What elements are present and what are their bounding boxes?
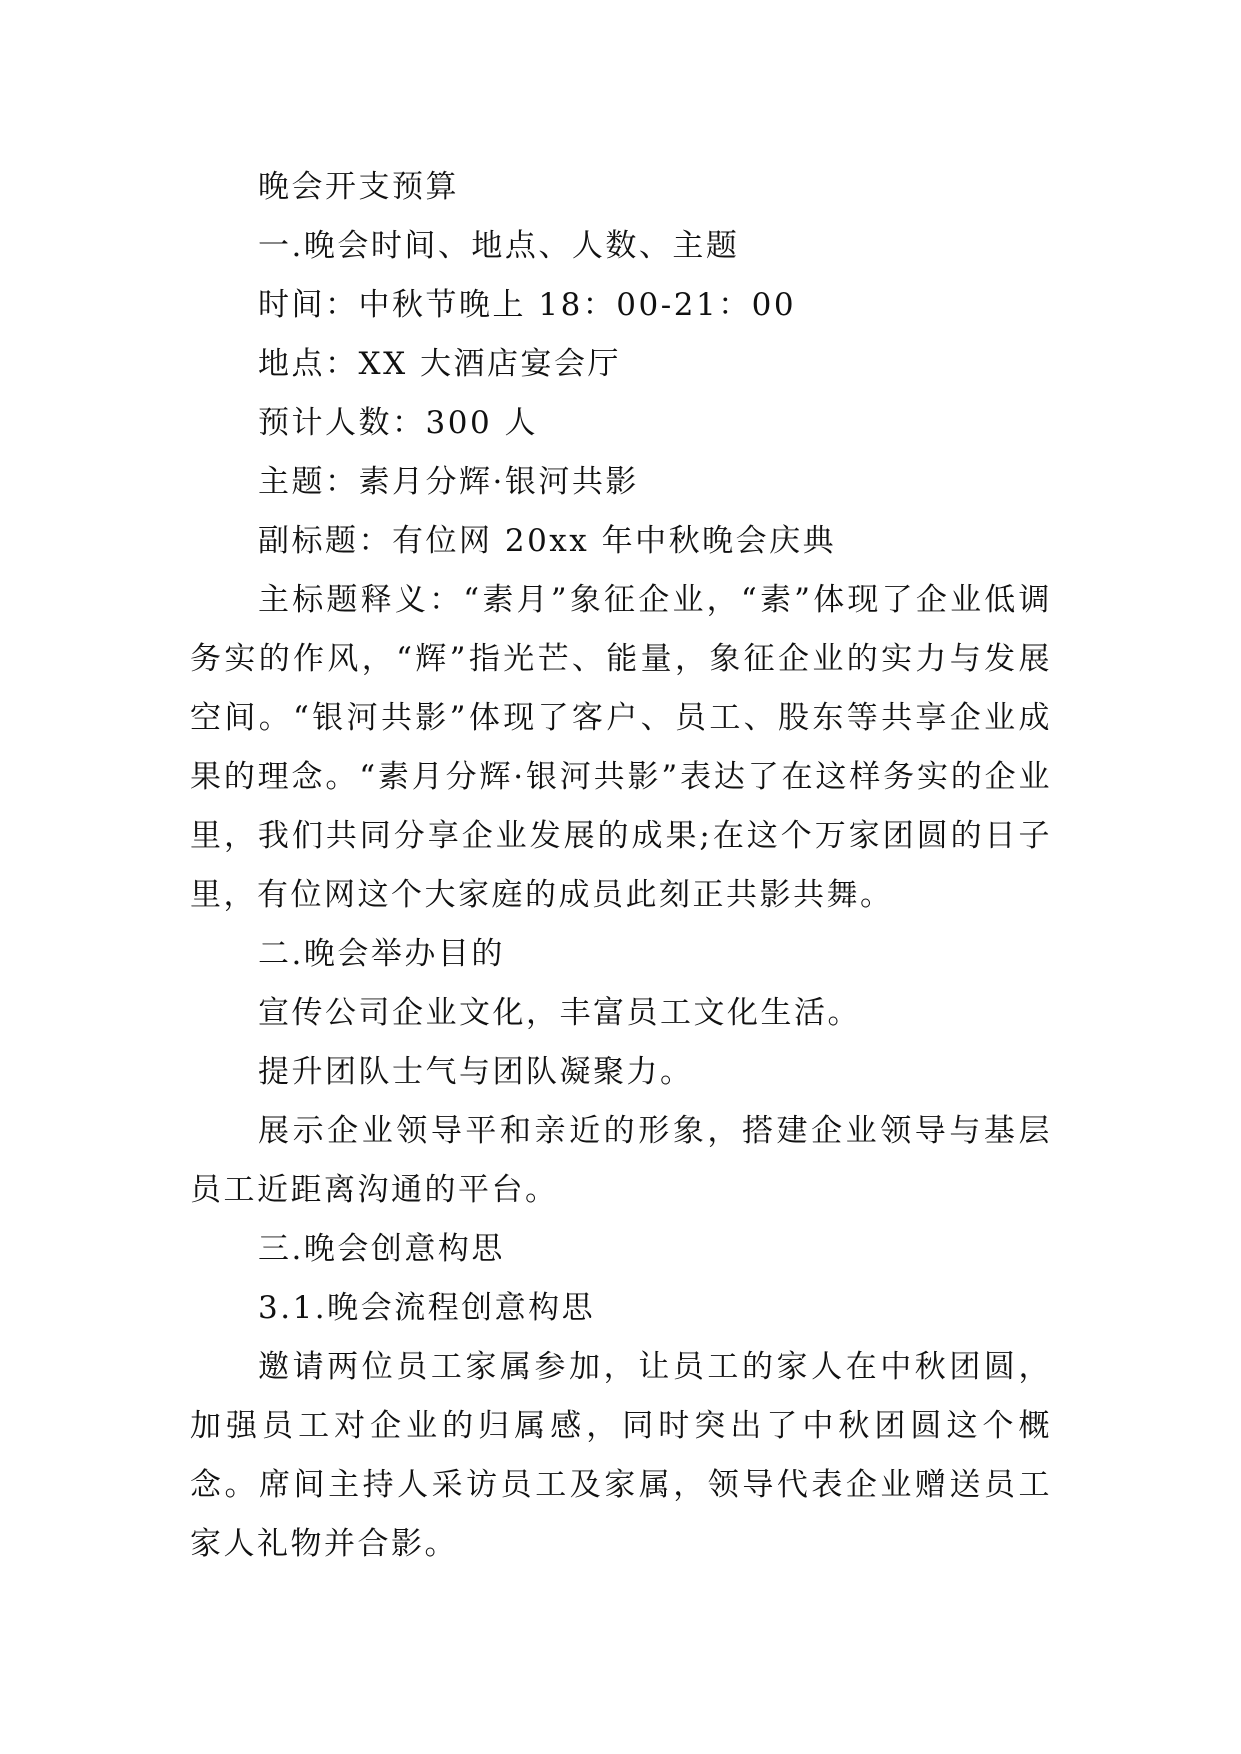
purpose-item-1: 宣传公司企业文化，丰富员工文化生活。 xyxy=(258,995,861,1031)
document-page xyxy=(190,158,1052,1574)
event-subtitle: 副标题：有位网 20xx 年中秋晚会庆典 xyxy=(258,523,837,559)
document-title: 晚会开支预算 xyxy=(258,169,459,205)
section3-subheading: 3.1.晚会流程创意构思 xyxy=(258,1290,596,1326)
purpose-item-2: 提升团队士气与团队凝聚力。 xyxy=(258,1054,694,1090)
section3-heading: 三.晚会创意构思 xyxy=(258,1231,505,1267)
creative-concept-paragraph: 邀请两位员工家属参加，让员工的家人在中秋团圆，加强员工对企业的归属感，同时突出了中秋团圆这个概念。席间主持人采访员工及家属，领导代表企业赠送员工家人礼物并合影。 xyxy=(190,1349,1052,1562)
theme-explanation-paragraph: 主标题释义：“素月”象征企业，“素”体现了企业低调务实的作风，“辉”指光芒、能量，象征企业的实力与发展空间。“银河共影”体现了客户、员工、股东等共享企业成果的理念。“素月分辉·银河共影”表达了在这样务实的企业里，我们共同分享企业发展的成果;在这个万家团圆的日子里，有位网这个大家庭的成员此刻正共影共舞。 xyxy=(190,582,1052,913)
event-attendance: 预计人数：300 人 xyxy=(258,405,539,441)
purpose-item-3: 展示企业领导平和亲近的形象，搭建企业领导与基层员工近距离沟通的平台。 xyxy=(190,1113,1052,1208)
section1-heading: 一.晚会时间、地点、人数、主题 xyxy=(258,228,740,264)
section2-heading: 二.晚会举办目的 xyxy=(258,936,505,972)
event-time: 时间：中秋节晚上 18：00-21：00 xyxy=(258,287,797,323)
event-venue: 地点：XX 大酒店宴会厅 xyxy=(258,346,621,382)
event-theme: 主题：素月分辉·银河共影 xyxy=(258,464,639,500)
